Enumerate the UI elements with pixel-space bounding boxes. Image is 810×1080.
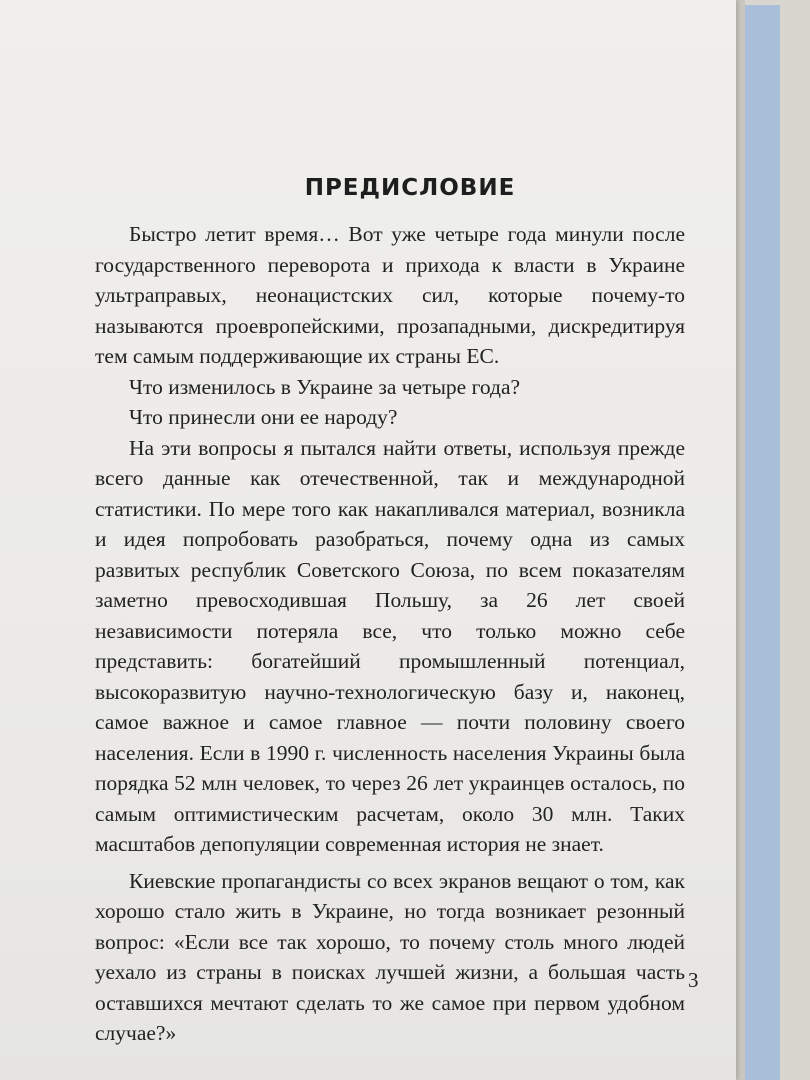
paragraph-5: Киевские пропагандисты со всех экранов вещают о том, как хорошо стало жить в Украине, но тогда возникает резонный вопрос: «Если все так хорошо, то почему столь много людей уехало из страны в поисках лучшей жизни, а большая часть оставшихся мечтают сделать то же самое при первом удобном случае?» [95, 868, 685, 1045]
page-number: 3 [688, 968, 699, 992]
chapter-heading: ПРЕДИСЛОВИЕ [304, 175, 516, 201]
paragraph-1: Быстро летит время… Вот уже четыре года минули после государственного переворота и прихода к власти в Украине ультраправых, неонацистских сил, которые почему-то называются проевропейскими, прозападными, дискредитируя тем самым поддерживающие их страны ЕС. [95, 222, 685, 368]
paragraph-3: Что принесли они ее народу? [129, 405, 398, 429]
paragraph-2: Что изменилось в Украине за четыре года? [129, 374, 521, 399]
page-content [95, 175, 685, 1049]
paragraph-4: На эти вопросы я пытался найти ответы, используя прежде всего данные как отечественной, так и международной статистики. По мере того как накапливался материал, возникла и идея попробовать разобраться, почему одна из самых развитых республик Советского Союза, по всем показателям заметно превосходившая Польшу, за 26 лет своей независимости потеряла все, что только можно себе представить: богатейший промышленный потенциал, высокоразвитую научно-технологическую базу и, наконец, самое важное и самое главное — почти половину своего населения. Если в 1990 г. численность населения Украины была порядка 52 млн человек, то через 26 лет украинцев осталось, по самым оптимистическим расчетам, около 30 млн. Таких масштабов депопуляции современная история не знает. [95, 435, 685, 856]
